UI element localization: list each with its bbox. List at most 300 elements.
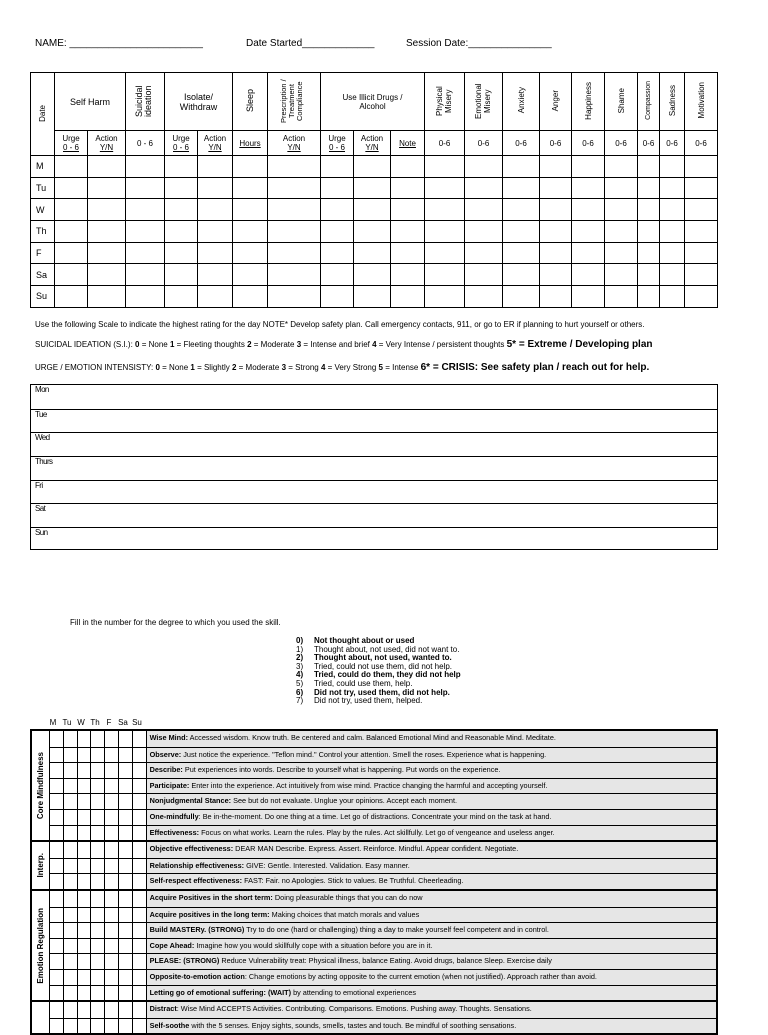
- skill-row: [50, 873, 716, 889]
- diary-cell[interactable]: [638, 199, 660, 221]
- skill-day-cell[interactable]: [78, 1002, 92, 1018]
- diary-cell[interactable]: [425, 286, 465, 308]
- skill-day-cell[interactable]: [119, 731, 133, 747]
- diary-cell[interactable]: [126, 286, 165, 308]
- diary-cell[interactable]: [198, 199, 233, 221]
- skill-day-cell[interactable]: [105, 908, 119, 923]
- skill-day-cell[interactable]: [50, 874, 64, 889]
- skill-day-cell[interactable]: [78, 970, 92, 985]
- skill-row: [50, 1002, 716, 1018]
- diary-cell[interactable]: [268, 177, 321, 199]
- diary-cell[interactable]: [268, 242, 321, 264]
- diary-cell[interactable]: [55, 177, 88, 199]
- diary-cell[interactable]: [268, 264, 321, 286]
- diary-cell[interactable]: [638, 156, 660, 178]
- skill-day-cell[interactable]: [78, 891, 92, 907]
- skill-day-cell[interactable]: [119, 748, 133, 763]
- skill-day-cell[interactable]: [64, 891, 78, 907]
- skill-day-cell[interactable]: [64, 939, 78, 954]
- diary-cell[interactable]: [126, 242, 165, 264]
- diary-cell[interactable]: [660, 242, 685, 264]
- diary-cell[interactable]: [660, 264, 685, 286]
- skill-day-cell[interactable]: [64, 826, 78, 841]
- diary-cell[interactable]: [503, 199, 540, 221]
- diary-cell[interactable]: [126, 177, 165, 199]
- legend-num: 6): [296, 687, 304, 697]
- diary-cell[interactable]: [540, 286, 572, 308]
- note-row[interactable]: [31, 456, 717, 480]
- diary-cell[interactable]: [268, 199, 321, 221]
- scale-intro: Use the following Scale to indicate the highest rating for the day NOTE* Develop safety plan. Call emergency contacts, 911, or go to ER if planning to hurt yourself or others.: [35, 320, 645, 329]
- skill-day-cell[interactable]: [105, 986, 119, 1001]
- skill-day-cell[interactable]: [78, 954, 92, 969]
- diary-cell[interactable]: [321, 286, 354, 308]
- note-row[interactable]: [31, 432, 717, 456]
- skill-day-cell[interactable]: [78, 731, 92, 747]
- skill-day-cell[interactable]: [64, 810, 78, 825]
- skill-day-cell[interactable]: [50, 1002, 64, 1018]
- skill-day-cell[interactable]: [119, 1019, 133, 1034]
- diary-cell[interactable]: [55, 264, 88, 286]
- skill-description: [147, 842, 716, 858]
- diary-cell[interactable]: [503, 177, 540, 199]
- diary-cell[interactable]: [354, 242, 391, 264]
- skill-day-cell[interactable]: [78, 748, 92, 763]
- skill-day-cell[interactable]: [50, 986, 64, 1001]
- skill-day-cell[interactable]: [119, 891, 133, 907]
- note-day-label: Sat: [35, 504, 46, 514]
- skill-day-cell[interactable]: [50, 923, 64, 938]
- skill-row: [50, 907, 716, 923]
- skill-day-cell[interactable]: [119, 779, 133, 794]
- skill-day-cell[interactable]: [105, 859, 119, 874]
- skill-day-cell[interactable]: [105, 939, 119, 954]
- skill-day-cell[interactable]: [119, 842, 133, 858]
- skill-day-cell[interactable]: [50, 970, 64, 985]
- skill-day-cell[interactable]: [50, 794, 64, 809]
- diary-cell[interactable]: [685, 156, 718, 178]
- skill-day-cell[interactable]: [64, 874, 78, 889]
- diary-cell[interactable]: [605, 199, 638, 221]
- skill-day-cell[interactable]: [91, 954, 105, 969]
- diary-cell[interactable]: [55, 221, 88, 243]
- skill-day-cell[interactable]: [133, 891, 147, 907]
- diary-cell[interactable]: [198, 156, 233, 178]
- skill-day-cell[interactable]: [50, 731, 64, 747]
- skill-day-cell[interactable]: [119, 970, 133, 985]
- diary-cell[interactable]: [198, 264, 233, 286]
- diary-cell[interactable]: [268, 221, 321, 243]
- diary-cell[interactable]: [233, 264, 268, 286]
- skill-day-cell[interactable]: [133, 731, 147, 747]
- skill-day-cell[interactable]: [78, 810, 92, 825]
- diary-cell[interactable]: [165, 156, 198, 178]
- diary-cell[interactable]: [425, 156, 465, 178]
- diary-cell[interactable]: [685, 286, 718, 308]
- diary-cell[interactable]: [540, 221, 572, 243]
- diary-cell[interactable]: [572, 221, 605, 243]
- skill-day-cell[interactable]: [91, 859, 105, 874]
- skill-day-cell[interactable]: [133, 939, 147, 954]
- skill-text: Enter into the experience. Act intuitively from wise mind. Practice changing the harmful and accepting yourself.: [189, 780, 548, 790]
- diary-cell[interactable]: [198, 221, 233, 243]
- skill-day-cell[interactable]: [119, 954, 133, 969]
- skill-day-cell[interactable]: [119, 794, 133, 809]
- diary-cell[interactable]: [354, 221, 391, 243]
- skill-day-cell[interactable]: [64, 1019, 78, 1034]
- skill-day-cell[interactable]: [133, 748, 147, 763]
- legend-num: 4): [296, 670, 304, 680]
- legend-num: 7): [296, 696, 304, 706]
- skill-day-cell[interactable]: [119, 810, 133, 825]
- diary-cell[interactable]: [268, 156, 321, 178]
- skill-day-label: W: [77, 718, 85, 727]
- skill-day-cell[interactable]: [133, 970, 147, 985]
- diary-cell[interactable]: [321, 199, 354, 221]
- skill-day-cell[interactable]: [64, 970, 78, 985]
- skill-day-cell[interactable]: [133, 874, 147, 889]
- skill-day-cell[interactable]: [78, 986, 92, 1001]
- diary-cell[interactable]: [391, 156, 425, 178]
- skill-day-cell[interactable]: [119, 826, 133, 841]
- diary-cell[interactable]: [465, 156, 503, 178]
- skill-day-cell[interactable]: [91, 1019, 105, 1034]
- skill-day-cell[interactable]: [50, 859, 64, 874]
- diary-cell[interactable]: [55, 242, 88, 264]
- skill-day-cell[interactable]: [119, 986, 133, 1001]
- skill-day-cell[interactable]: [119, 923, 133, 938]
- skill-day-cell[interactable]: [133, 1019, 147, 1034]
- skill-day-cell[interactable]: [105, 874, 119, 889]
- diary-cell[interactable]: [391, 242, 425, 264]
- diary-cell[interactable]: [88, 156, 126, 178]
- diary-cell[interactable]: [465, 221, 503, 243]
- diary-cell[interactable]: [425, 264, 465, 286]
- skill-day-cell[interactable]: [105, 923, 119, 938]
- skill-day-cell[interactable]: [64, 794, 78, 809]
- diary-cell[interactable]: [198, 177, 233, 199]
- skill-day-cell[interactable]: [91, 794, 105, 809]
- skill-day-cell[interactable]: [50, 842, 64, 858]
- diary-cell[interactable]: [503, 286, 540, 308]
- skill-day-cell[interactable]: [105, 748, 119, 763]
- diary-cell[interactable]: [540, 242, 572, 264]
- diary-cell[interactable]: [391, 221, 425, 243]
- diary-cell[interactable]: [605, 242, 638, 264]
- skill-day-cell[interactable]: [133, 763, 147, 778]
- legend-text: Tried, could use them, help.: [314, 678, 413, 688]
- diary-cell[interactable]: [88, 286, 126, 308]
- skill-row: [50, 1018, 716, 1034]
- skill-day-cell[interactable]: [105, 826, 119, 841]
- skill-day-cell[interactable]: [105, 779, 119, 794]
- diary-cell[interactable]: [465, 199, 503, 221]
- diary-cell[interactable]: [321, 156, 354, 178]
- diary-row: [31, 242, 718, 264]
- skill-day-cell[interactable]: [78, 826, 92, 841]
- diary-cell[interactable]: [233, 199, 268, 221]
- skill-description: [147, 986, 716, 1001]
- skill-day-cell[interactable]: [50, 748, 64, 763]
- skill-day-cell[interactable]: [105, 842, 119, 858]
- note-row[interactable]: [31, 385, 717, 409]
- diary-cell[interactable]: [465, 264, 503, 286]
- note-row[interactable]: [31, 527, 717, 551]
- skill-day-cell[interactable]: [64, 908, 78, 923]
- skill-day-cell[interactable]: [78, 939, 92, 954]
- diary-cell[interactable]: [354, 199, 391, 221]
- diary-cell[interactable]: [55, 199, 88, 221]
- skill-day-cell[interactable]: [105, 731, 119, 747]
- skill-day-cell[interactable]: [91, 1002, 105, 1018]
- diary-cell[interactable]: [425, 199, 465, 221]
- skill-day-cell[interactable]: [78, 842, 92, 858]
- skill-day-cell[interactable]: [91, 874, 105, 889]
- diary-cell[interactable]: [685, 264, 718, 286]
- diary-cell[interactable]: [503, 242, 540, 264]
- skill-day-cell[interactable]: [105, 891, 119, 907]
- diary-cell[interactable]: [165, 177, 198, 199]
- skill-day-cell[interactable]: [119, 1002, 133, 1018]
- skill-day-cell[interactable]: [64, 748, 78, 763]
- skill-day-cell[interactable]: [91, 986, 105, 1001]
- skill-day-cell[interactable]: [133, 826, 147, 841]
- skill-day-cell[interactable]: [119, 763, 133, 778]
- skill-description: [147, 923, 716, 938]
- diary-cell[interactable]: [572, 199, 605, 221]
- diary-cell[interactable]: [88, 199, 126, 221]
- diary-cell[interactable]: [660, 221, 685, 243]
- skill-day-cell[interactable]: [133, 954, 147, 969]
- diary-cell[interactable]: [425, 177, 465, 199]
- diary-cell[interactable]: [605, 264, 638, 286]
- diary-cell[interactable]: [198, 286, 233, 308]
- skill-day-cell[interactable]: [64, 842, 78, 858]
- diary-cell[interactable]: [572, 242, 605, 264]
- diary-cell[interactable]: [165, 199, 198, 221]
- diary-cell[interactable]: [354, 177, 391, 199]
- skill-day-cell[interactable]: [78, 794, 92, 809]
- diary-row: [31, 264, 718, 286]
- skill-day-cell[interactable]: [133, 779, 147, 794]
- skill-day-cell[interactable]: [50, 939, 64, 954]
- skill-day-cell[interactable]: [91, 810, 105, 825]
- skill-day-cell[interactable]: [78, 923, 92, 938]
- note-row[interactable]: [31, 409, 717, 433]
- diary-cell[interactable]: [685, 221, 718, 243]
- skill-day-cell[interactable]: [91, 923, 105, 938]
- diary-cell[interactable]: [572, 177, 605, 199]
- diary-cell[interactable]: [354, 264, 391, 286]
- skill-day-cell[interactable]: [105, 954, 119, 969]
- diary-cell[interactable]: [503, 264, 540, 286]
- skill-day-cell[interactable]: [78, 874, 92, 889]
- skill-day-cell[interactable]: [91, 779, 105, 794]
- diary-cell[interactable]: [55, 286, 88, 308]
- skill-day-cell[interactable]: [91, 826, 105, 841]
- skill-day-cell[interactable]: [91, 939, 105, 954]
- diary-cell[interactable]: [233, 286, 268, 308]
- diary-cell[interactable]: [660, 199, 685, 221]
- skill-day-label: Th: [90, 718, 100, 727]
- diary-cell[interactable]: [540, 199, 572, 221]
- diary-cell[interactable]: [321, 177, 354, 199]
- diary-cell[interactable]: [540, 264, 572, 286]
- skill-day-cell[interactable]: [50, 810, 64, 825]
- skill-day-cell[interactable]: [64, 731, 78, 747]
- skill-day-cell[interactable]: [133, 986, 147, 1001]
- diary-cell[interactable]: [391, 286, 425, 308]
- diary-cell[interactable]: [465, 242, 503, 264]
- note-row[interactable]: [31, 480, 717, 504]
- diary-cell[interactable]: [605, 177, 638, 199]
- diary-cell[interactable]: [321, 242, 354, 264]
- skill-day-cell[interactable]: [50, 908, 64, 923]
- skill-day-cell[interactable]: [78, 908, 92, 923]
- skill-day-cell[interactable]: [91, 842, 105, 858]
- diary-cell[interactable]: [88, 177, 126, 199]
- diary-cell[interactable]: [88, 221, 126, 243]
- diary-cell[interactable]: [660, 177, 685, 199]
- skill-day-cell[interactable]: [64, 779, 78, 794]
- skill-day-cell[interactable]: [64, 954, 78, 969]
- diary-cell[interactable]: [540, 177, 572, 199]
- diary-cell[interactable]: [126, 264, 165, 286]
- diary-cell[interactable]: [198, 242, 233, 264]
- subheader-row: Urge 0 - 6 Action Y/N 0 - 6 Urge 0 - 6 Action Y/N Hours Action Y/N Urge 0 - 6 Action Y/N Note 0-6 0-6 0-6 0-6 0-6 0-6 0-6 0-6 0-6: [31, 131, 718, 156]
- diary-cell[interactable]: [268, 286, 321, 308]
- date-started-label[interactable]: Date Started_____________: [246, 38, 375, 49]
- diary-cell[interactable]: [165, 242, 198, 264]
- diary-cell[interactable]: [391, 199, 425, 221]
- skill-day-cell[interactable]: [64, 923, 78, 938]
- skill-day-cell[interactable]: [50, 763, 64, 778]
- diary-cell[interactable]: [605, 221, 638, 243]
- skill-day-cell[interactable]: [91, 763, 105, 778]
- skill-day-cell[interactable]: [119, 908, 133, 923]
- skill-day-cell[interactable]: [64, 859, 78, 874]
- skill-day-cell[interactable]: [133, 794, 147, 809]
- diary-cell[interactable]: [660, 156, 685, 178]
- diary-cell[interactable]: [126, 199, 165, 221]
- skill-day-cell[interactable]: [133, 842, 147, 858]
- skill-day-cell[interactable]: [50, 826, 64, 841]
- note-row[interactable]: [31, 503, 717, 527]
- daily-notes-box[interactable]: [30, 384, 718, 550]
- skill-day-cell[interactable]: [105, 810, 119, 825]
- diary-cell[interactable]: [503, 156, 540, 178]
- skill-day-cell[interactable]: [64, 763, 78, 778]
- diary-cell[interactable]: [321, 221, 354, 243]
- diary-cell[interactable]: [572, 264, 605, 286]
- skill-day-cell[interactable]: [91, 731, 105, 747]
- name-field-label[interactable]: NAME: ________________________: [35, 38, 203, 49]
- skill-day-cell[interactable]: [64, 1002, 78, 1018]
- skill-day-cell[interactable]: [78, 779, 92, 794]
- diary-cell[interactable]: [425, 221, 465, 243]
- diary-cell[interactable]: [638, 286, 660, 308]
- diary-cell[interactable]: [638, 221, 660, 243]
- diary-cell[interactable]: [165, 221, 198, 243]
- skill-day-cell[interactable]: [91, 970, 105, 985]
- diary-cell[interactable]: [605, 286, 638, 308]
- diary-cell[interactable]: [638, 242, 660, 264]
- diary-cell[interactable]: [354, 156, 391, 178]
- diary-cell[interactable]: [233, 242, 268, 264]
- skill-day-cell[interactable]: [78, 1019, 92, 1034]
- skill-day-cell[interactable]: [105, 970, 119, 985]
- skill-text: See but do not evaluate. Unglue your opinions. Accept each moment.: [231, 796, 458, 806]
- diary-row: [31, 199, 718, 221]
- skill-day-cell[interactable]: [50, 891, 64, 907]
- diary-cell[interactable]: [605, 156, 638, 178]
- skill-day-cell[interactable]: [50, 954, 64, 969]
- skill-day-cell[interactable]: [105, 763, 119, 778]
- skill-day-cell[interactable]: [133, 908, 147, 923]
- diary-cell[interactable]: [126, 156, 165, 178]
- skill-day-cell[interactable]: [105, 1002, 119, 1018]
- skill-day-cell[interactable]: [91, 748, 105, 763]
- skill-day-cell[interactable]: [78, 763, 92, 778]
- diary-cell[interactable]: [638, 264, 660, 286]
- diary-cell[interactable]: [233, 156, 268, 178]
- skill-day-cell[interactable]: [119, 939, 133, 954]
- diary-cell[interactable]: [638, 177, 660, 199]
- diary-cell[interactable]: [391, 264, 425, 286]
- diary-cell[interactable]: [572, 156, 605, 178]
- diary-cell[interactable]: [88, 264, 126, 286]
- diary-cell[interactable]: [233, 221, 268, 243]
- diary-cell[interactable]: [660, 286, 685, 308]
- skill-day-cell[interactable]: [119, 859, 133, 874]
- session-date-label[interactable]: Session Date:_______________: [406, 38, 552, 49]
- skill-day-cell[interactable]: [133, 859, 147, 874]
- skill-day-cell[interactable]: [133, 810, 147, 825]
- diary-cell[interactable]: [165, 264, 198, 286]
- diary-cell[interactable]: [685, 242, 718, 264]
- skill-day-cell[interactable]: [119, 874, 133, 889]
- skill-day-cell[interactable]: [64, 986, 78, 1001]
- skill-day-cell[interactable]: [133, 1002, 147, 1018]
- diary-cell[interactable]: [391, 177, 425, 199]
- diary-cell[interactable]: [465, 286, 503, 308]
- skill-day-cell[interactable]: [50, 779, 64, 794]
- diary-cell[interactable]: [425, 242, 465, 264]
- diary-cell[interactable]: [540, 156, 572, 178]
- diary-cell[interactable]: [503, 221, 540, 243]
- skill-day-cell[interactable]: [91, 891, 105, 907]
- diary-cell[interactable]: [465, 177, 503, 199]
- skill-text: Try to do one (hard or challenging) thing a day to make yourself feel competent and in control.: [244, 925, 549, 935]
- skill-day-cell[interactable]: [133, 923, 147, 938]
- diary-cell[interactable]: [165, 286, 198, 308]
- diary-cell[interactable]: [685, 199, 718, 221]
- diary-cell[interactable]: [572, 286, 605, 308]
- skill-title: Opposite-to-emotion action: [149, 971, 245, 981]
- diary-cell[interactable]: [88, 242, 126, 264]
- diary-cell[interactable]: [55, 156, 88, 178]
- diary-cell[interactable]: [321, 264, 354, 286]
- skill-day-cell[interactable]: [105, 1019, 119, 1034]
- skill-day-cell[interactable]: [78, 859, 92, 874]
- diary-cell[interactable]: [685, 177, 718, 199]
- skill-day-cell[interactable]: [50, 1019, 64, 1034]
- diary-cell[interactable]: [354, 286, 391, 308]
- skill-day-cell[interactable]: [91, 908, 105, 923]
- skill-day-cell[interactable]: [105, 794, 119, 809]
- diary-cell[interactable]: [126, 221, 165, 243]
- diary-cell[interactable]: [233, 177, 268, 199]
